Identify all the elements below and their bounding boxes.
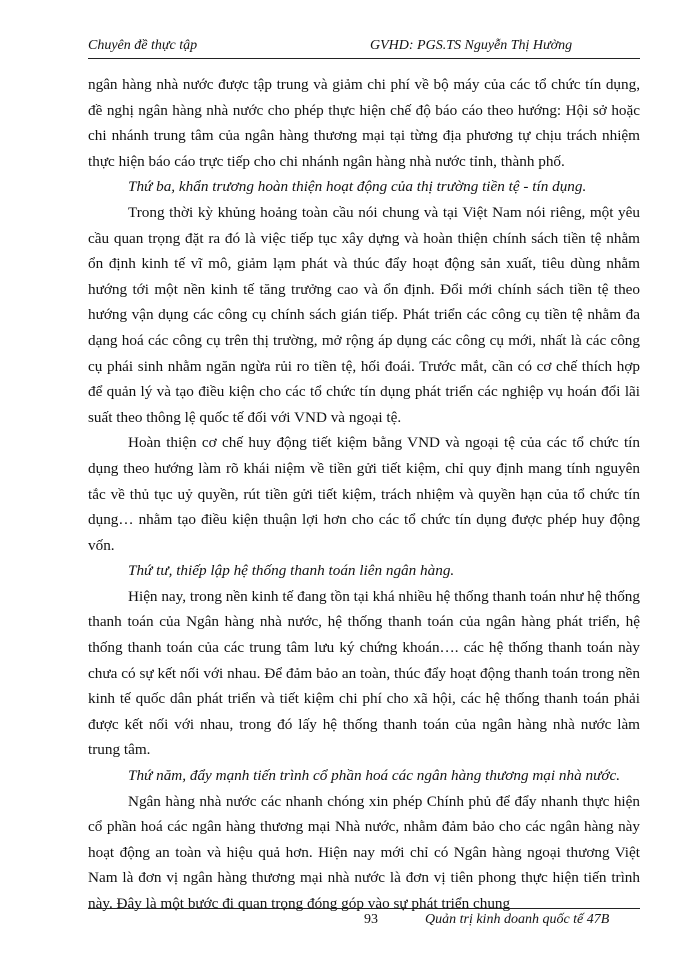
paragraph: Hoàn thiện cơ chế huy động tiết kiệm bằng VND và ngoại tệ của các tổ chức tín dụng theo hướng làm rõ khái niệm về tiền gửi tiết kiệm, chỉ quy định mang tính nguyên tắc về thủ tục uỷ quyền, rút tiền gửi tiết kiệm, trách nhiệm và quyền hạn của tổ chức tín dụng… nhằm tạo điều kiện thuận lợi hơn cho các tổ chức tín dụng được phép huy động vốn. <box>88 434 640 554</box>
paragraph: Ngân hàng nhà nước các nhanh chóng xin phép Chính phủ để đẩy nhanh thực hiện cổ phần hoá các ngân hàng thương mại Nhà nước, nhằm đảm bảo cho các ngân hàng này hoạt động an toàn và hiệu quả hơn. Hiện nay mới chỉ có Ngân hàng ngoại thương Việt Nam là đơn vị ngân hàng thương mại nhà nước là đơn vị tiên phong thực hiện tiến trình này. Đây là một bước đi quan trọng đóng góp vào sự phát triển chung <box>88 792 640 912</box>
header-advisor: GVHD: PGS.TS Nguyễn Thị Hường <box>370 38 573 53</box>
page-body <box>88 72 640 917</box>
footer-course: Quản trị kinh doanh quốc tế 47B <box>425 912 610 927</box>
header-title: Chuyên đề thực tập <box>88 38 198 53</box>
section-heading-fourth: Thứ tư, thiếp lập hệ thống thanh toán liên ngân hàng. <box>128 562 455 580</box>
page-number: 93 <box>364 912 378 927</box>
paragraph: Trong thời kỳ khủng hoảng toàn cầu nói chung và tại Việt Nam nói riêng, một yêu cầu quan trọng đặt ra đó là việc tiếp tục xây dựng và hoàn thiện chính sách tiền tệ nhằm ổn định kinh tế vĩ mô, giảm lạm phát và thúc đẩy hoạt động sản xuất, tiêu dùng nhằm hướng tới một nền kinh tế tăng trưởng cao và ổn định. Đổi mới chính sách tiền tệ theo hướng vận dụng các công cụ chính sách gián tiếp. Phát triển các công cụ tiền tệ nhằm đa dạng hoá các công cụ trên thị trường, mở rộng áp dụng các công cụ mới, nhất là các công cụ phái sinh nhằm ngăn ngừa rủi ro tiền tệ, hối đoái. Trước mắt, cần có cơ chế thích hợp để quản lý và tạo điều kiện cho các tổ chức tín dụng phát triển các nghiệp vụ hoán đổi lãi suất theo thông lệ quốc tế đối với VND và ngoại tệ. <box>88 203 640 426</box>
paragraph-continuation: ngân hàng nhà nước được tập trung và giảm chi phí về bộ máy của các tổ chức tín dụng, đề nghị ngân hàng nhà nước cho phép thực hiện chế độ báo cáo theo hướng: Hội sở hoặc chi nhánh trung tâm của ngân hàng thương mại tại từng địa phương tự chịu trách nhiệm thực hiện báo cáo trực tiếp cho chi nhánh ngân hàng nhà nước tỉnh, thành phố. <box>88 76 640 170</box>
page-header <box>88 38 640 59</box>
section-heading-third: Thứ ba, khẩn trương hoàn thiện hoạt động của thị trường tiền tệ - tín dụng. <box>128 178 587 196</box>
paragraph: Hiện nay, trong nền kinh tế đang tồn tại khá nhiều hệ thống thanh toán như hệ thống thanh toán của Ngân hàng nhà nước, hệ thống thanh toán của ngân hàng phát triển, hệ thống thanh toán của các trung tâm lưu ký chứng khoán…. các hệ thống thanh toán này chưa có sự kết nối với nhau. Để đảm bảo an toàn, thúc đẩy hoạt động thanh toán trong nền kinh tế quốc dân phát triển và tiết kiệm chi phí cho xã hội, các hệ thống thanh toán phải được kết nối với nhau, trong đó lấy hệ thống thanh toán của ngân hàng nhà nước làm trung tâm. <box>88 587 640 759</box>
section-heading-fifth: Thứ năm, đẩy mạnh tiến trình cổ phần hoá các ngân hàng thương mại nhà nước. <box>128 767 621 785</box>
page-footer <box>88 908 640 931</box>
